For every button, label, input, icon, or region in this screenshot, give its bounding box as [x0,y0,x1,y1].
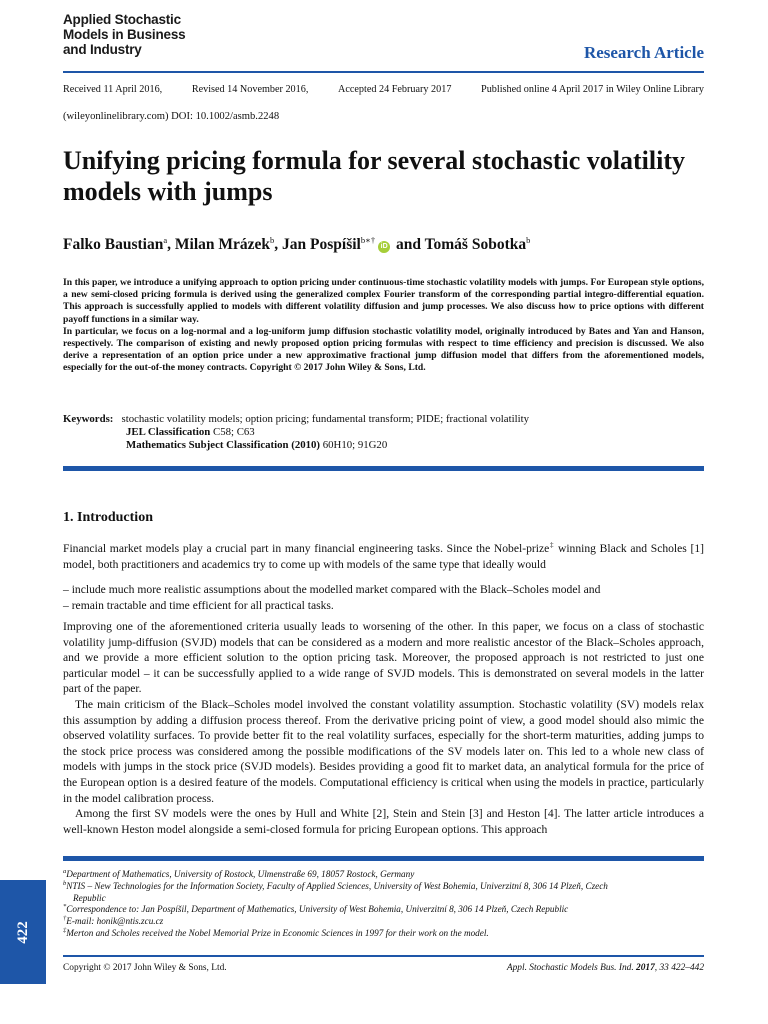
body-text: Financial market models play a crucial part in many financial engineering tasks. Since the Nobel-prize [63,542,550,555]
list-item: – include much more realistic assumptions about the modelled market compared with the Black–Scholes model and [63,583,601,596]
citation-pages: , 33 422–442 [654,963,704,973]
affiliation-mark: a [163,235,168,245]
abstract-paragraph: In particular, we focus on a log-normal and a log-uniform jump diffusion stochastic volatility model, originally introduced by Bates and Yan and Hanson, respectively. The comparison of existing and newly proposed option pricing formulas with respect to time efficiency and precision is discussed. We also derive a representation of an option price under a new approximative fractional jump diffusion model that differs from the aforementioned models, especially for the out-of-the money contracts. Copyright © 2017 John Wiley & Sons, Ltd. [63,325,704,374]
copyright-line: Copyright © 2017 John Wiley & Sons, Ltd. [63,963,227,973]
footnote-mark: ‡ [63,926,67,934]
footnote-mark: † [63,915,67,923]
header-rule [63,71,704,73]
received-date: Received 11 April 2016, [63,84,163,95]
intro-body [63,619,704,837]
author-baustian: Falko Baustian [63,236,164,253]
journal-name-line3: and Industry [63,42,142,57]
page-number [0,880,46,984]
keywords-text: stochastic volatility models; option pricing; fundamental transform; PIDE; fractional volatility [121,413,529,425]
article-dates [63,84,704,95]
orcid-icon[interactable]: iD [378,241,390,253]
footnote-mark: a [63,868,67,875]
footnote-mark: ‡ [549,541,555,549]
page-number-text: 422 [14,920,31,944]
affiliation-mark: b [270,235,275,245]
jel-label: JEL Classification [126,426,211,438]
affiliation-mark: b∗† [360,235,376,245]
author-sobotka: and Tomáš Sobotka [392,236,527,253]
journal-name-line2: Models in Business [63,27,186,42]
footnote-divider [63,856,704,861]
doi-line: (wileyonlinelibrary.com) DOI: 10.1002/asmb.2248 [63,111,280,122]
author-mrazek: , Milan Mrázek [167,236,271,253]
body-text: winning Black and Scholes [1] model, both practitioners and academics try to come up with models of the same type that ideally would [63,542,704,571]
abstract-paragraph: In this paper, we introduce a unifying approach to option pricing under continuous-time stochastic volatility models with jumps. For European style options, a new semi-closed pricing formula is derived using the generalized complex Fourier transform of the corresponding partial integro-differential equation. This approach is successfully applied to models with different volatility diffusion and jump processes. We also discuss how to price options with different payoff functions in a similar way. [63,277,704,325]
accepted-date: Accepted 24 February 2017 [337,84,452,95]
footnote-affiliation-a: Department of Mathematics, University of Rostock, Ulmenstraße 69, 18057 Rostock, Germany [66,869,415,879]
jel-codes: C58; C63 [210,426,255,438]
intro-paragraph-1 [63,541,704,572]
list-item: – remain tractable and time efficient for all practical tasks. [63,598,334,612]
intro-paragraph-2: Improving one of the aforementioned criteria usually leads to worsening of the other. In this paper, we focus on a class of stochastic volatility jump-diffusion (SVJD) models that can be considered as a modern and more realistic ancestor of the Black–Scholes approach, and we provide a more efficient solution to the option pricing task. Moreover, the proposed approach is not restricted to just one particular model – it can be successfully applied to a wide range of SVJD models. This is demonstrated on several models in the latter part of the paper. [63,620,704,696]
footnote-affiliation-b: NTIS – New Technologies for the Information Society, Faculty of Applied Sciences, University of West Bohemia, Univerzitní 8, 306 14 Plzeň, Czech [66,880,608,891]
intro-paragraph-3: The main criticism of the Black–Scholes model involved the constant volatility assumption. Stochastic volatility (SV) models relax this assumption by adding a diffusion process thereof. From the derivative pricing point of view, a good model should also mimic the observed volatility surfaces. To provide better fit to the real volatility surfaces, especially for the short-term maturities, adding jumps to the stock price process was considered among the possible modifications of the SV models later on. This led to a whole new class of models with jumps in the stock price (SVJD models). Besides providing a good fit to market data, an analytical formula for the price of the European option is a desired feature of the models. Computational efficiency is critical when using the models in practice, particularly in the model calibration process. [63,697,704,805]
author-list [63,235,530,254]
footnote-nobel: Merton and Scholes received the Nobel Memorial Prize in Economic Sciences in 1997 for their work on the model. [66,927,489,938]
citation-journal: Appl. Stochastic Models Bus. Ind. [506,963,634,973]
footnotes [63,869,704,940]
keywords-block [63,413,529,452]
keywords-label: Keywords: [63,413,114,425]
revised-date: Revised 14 November 2016, [191,84,309,95]
footer-rule [63,955,704,957]
author-pospisil: , Jan Pospíšil [274,236,361,253]
intro-paragraph-4: Among the first SV models were the ones by Hull and White [2], Stein and Stein [3] and Heston [4]. The latter article introduces a well-known Heston model alongside a semi-closed formula for pricing European options. This approach [63,807,704,836]
msc-codes: 60H10; 91G20 [320,439,388,451]
paper-title: Unifying pricing formula for several stochastic volatility models with jumps [63,146,686,206]
msc-label: Mathematics Subject Classification (2010) [126,439,321,451]
citation-year: 2017 [636,963,655,973]
footnote-correspondence: Correspondence to: Jan Pospíšil, Department of Mathematics, University of West Bohemia, Univerzitní 8, 306 14 Plzeň, Czech Republic [66,904,569,915]
footnote-affiliation-b-cont: Republic [73,892,106,903]
footnote-mark: b [63,879,67,887]
journal-name-line1: Applied Stochastic [63,12,181,27]
article-type: Research Article [583,43,704,62]
section-heading: 1. Introduction [63,510,153,525]
footnote-email[interactable]: E-mail: honik@ntis.zcu.cz [66,916,164,927]
footnote-mark: * [63,903,67,911]
journal-citation [507,963,704,973]
section-divider [63,466,704,471]
affiliation-mark: b [526,235,531,245]
published-date: Published online 4 April 2017 in Wiley Online Library [481,84,704,95]
abstract [63,277,704,375]
journal-name [63,12,185,57]
bullet-list [63,582,600,613]
